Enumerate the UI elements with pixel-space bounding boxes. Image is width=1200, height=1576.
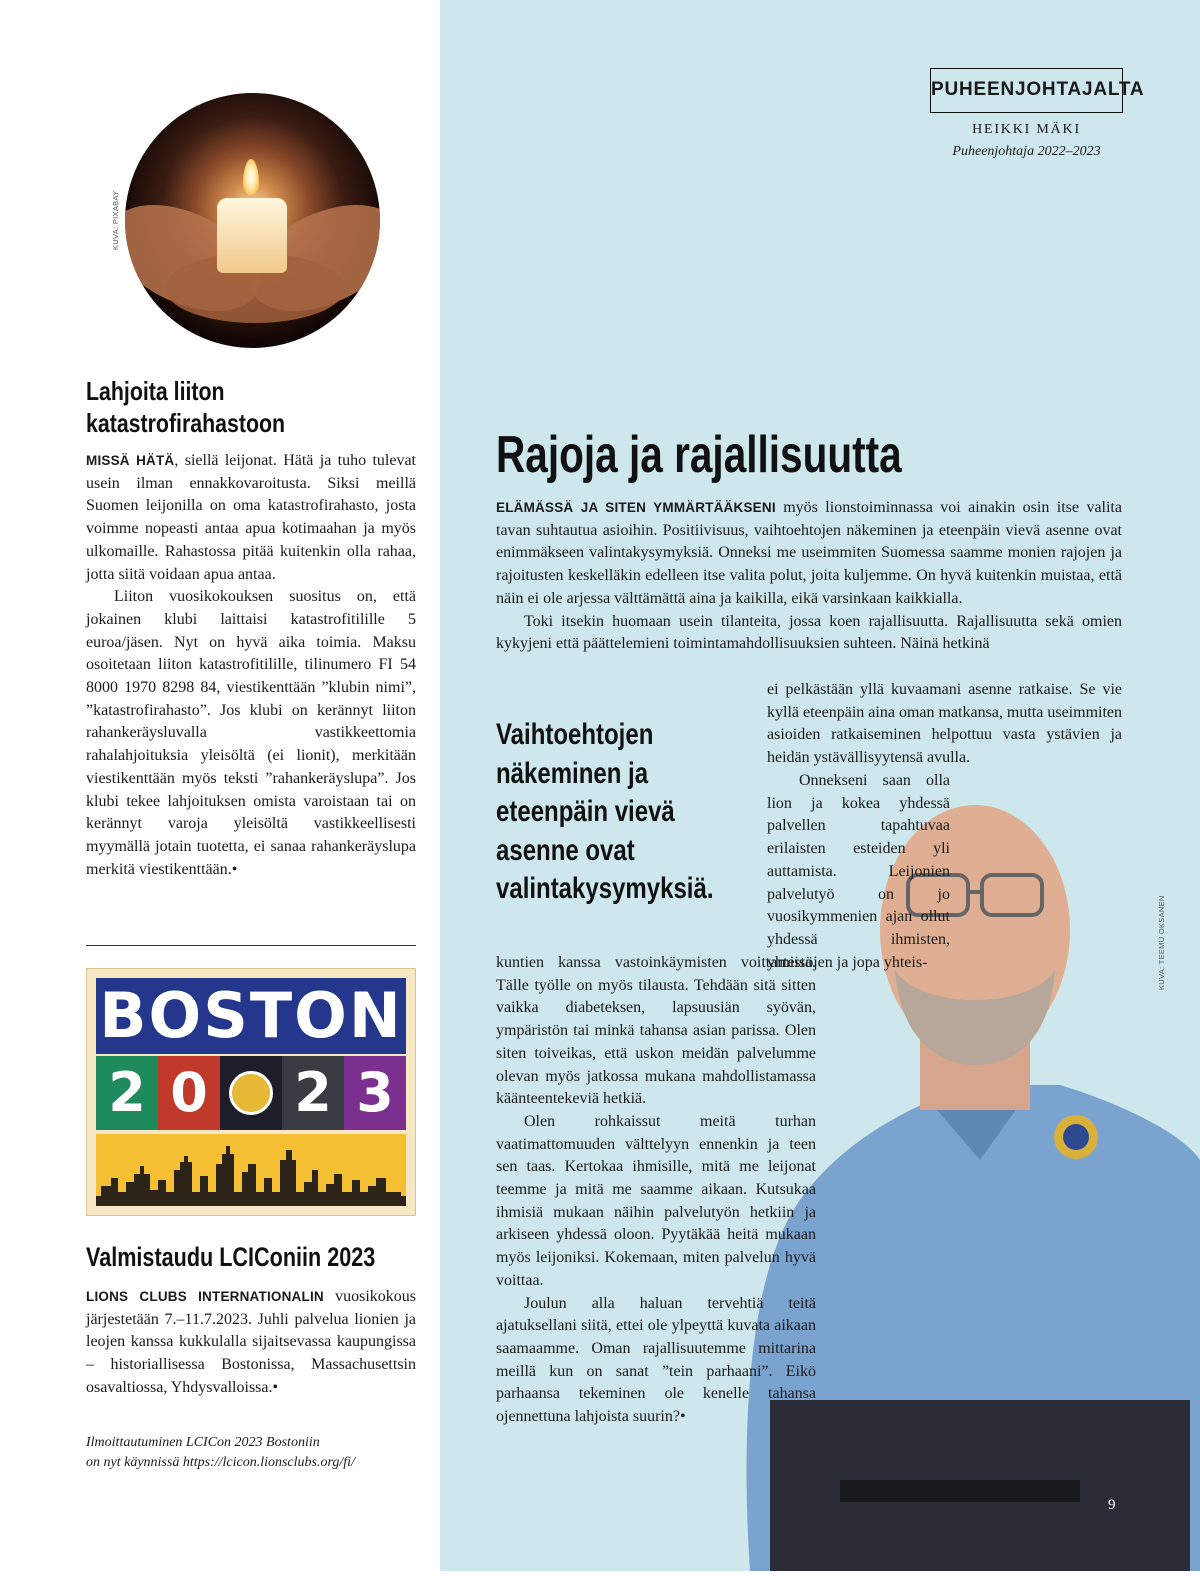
pull-quote: Vaihtoehtojen näkeminen ja eteenpäin vievä asenne ovat valintakysymyksiä. [496,718,714,905]
left-column [0,0,440,1571]
main-article-p3a: Onnekseni saan olla lion ja kokea yhdessä palvellen tapahtuvaa erilaisten esteiden yli auttamista. Leijonien palvelutyö on jo vuosikymmenien ajan ollut yhdessä ihmisten, yhteisöjen ja jopa yhteis- [767,772,950,971]
main-article-body-lower: kuntien kanssa vastoinkäymisten voittamista. Tälle työlle on myös tilausta. Tehdään sitä sitten vaikka diabeteksen, lapsuusiän syövän, ympäristön tai minkä tahansa asian parissa. Olen siten toiveikas, että uskon meidän palvelumme olevan myös jatkossa mukana mahdollistamassa käänteentekeviä hetkiä. Olen rohkaissut meitä turhan vaatimattomuuden välttelyyn ennenkin ja teen sen taas. Kertokaa ihmisille, mitä me leijonat teemme ja mitä me saamme aikaan. Kutsukaa ihmisiä mukaan näihin palvelutyön hetkiin ja arkiseen yhdessä oloon. Pyytäkää heitä mukaan myös leijoniksi. Kokemaan, miten palvelun hyvä voittaa. Joulun alla haluan tervehtiä teitä ajatuksellani siitä, ettei ole ylpeyttä kuvata aikaan saamaamme. Oman rajallisuutemme mittarina meillä kun on sanat ”tein parhaani”. Eikö parhaansa tekeminen ole kenelle tahansa ojennettuna lahjoista suurin?• [496,954,816,1426]
article-body-lcicon: LIONS CLUBS INTERNATIONALIN vuosikokous järjestetään 7.–11.7.2023. Juhli palvelua lionien ja leojen kanssa kukkulalla sijaitsevassa kaupungissa – historiallisessa Bostonissa, Massachusettsin osavaltiossa, Yhdysvalloissa.• [86,1288,416,1396]
logo-word: BOSTON [96,978,406,1054]
article-body-disaster-fund: MISSÄ HÄTÄ, siellä leijonat. Hätä ja tuho tulevat usein ilman ennakkovaroitusta. Siksi meillä Suomen leijonilla on oma katastrofirahasto, josta voimme nopeasti antaa apua kotimaahan ja myös ulkomaille. Rahastossa pitää kuitenkin olla rahaa, jotta siitä voidaan apua antaa. Liiton vuosikokouksen suositus on, että jokainen klubi laittaisi katastrofitilille 5 euroa/jäsen. Nyt on hyvä aika toimia. Maksu osoitetaan liiton katastrofitilille, tilinumero FI 54 8000 1970 8298 84, viestikenttään ”klubin nimi”, ”katastrofirahasto”. Jos klubi on kerännyt liiton rahankeräysluvalla vastikkeettomia rahalahjoituksia yleisöltä (ei lionit), merkitään viestikenttään myös teksti ”rahankeräyslupa”. Jos klubi tekee lahjoituksen omista varoistaan tai on kerännyt varoja yleisöltä vastikkeellisesti myymällä jotain tuotetta, ei sanaa rahankeräyslupa merkitä viestikenttään.• [86,452,416,878]
registration-caption: Ilmoittautuminen LCICon 2023 Bostoniin on nyt käynnissä https://lcicon.lionsclubs.org/fi/ [86,1435,355,1470]
author-name: HEIKKI MÄKI [972,122,1081,137]
page-number: 9 [1108,1497,1116,1513]
boston-skyline-icon [96,1134,406,1206]
article-title-lcicon: Valmistaudu LCIConiin 2023 [86,1242,376,1272]
photo-credit-pixabay: KUVA: PIXABAY [111,190,120,250]
main-article-intro: ELÄMÄSSÄ JA SITEN YMMÄRTÄÄKSENI myös lionstoiminnassa voi ainakin osin itse valita tavan suhtautua asioihin. Positiivisuus, vaihtoehtojen näkeminen ja eteenpäin vievä asenne ovat enimmäkseen valintakysymyksiä. Onneksi me useimmiten Suomessa saamme monien rajojen ja rajoitusten keskelläkin edelleen itse valita polut, joita kuljemme. On hyvä kuitenkin muistaa, että näin ei ole arjessa välttämättä aina ja kaikilla, eikä varsinkaan kaikkialla. Toki itsekin huomaan usein tilanteita, jossa koen rajallisuutta. Rajallisuutta sekä omien kykyjeni että päättelemieni toimintamahdollisuuksien suhteen. Näinä hetkinä [496,499,1122,653]
section-label: PUHEENJOHTAJALTA [930,68,1123,113]
author-role: Puheenjohtaja 2022–2023 [952,144,1101,159]
section-divider [86,945,416,946]
article-title-disaster-fund: Lahjoita liiton katastrofirahastoon [86,376,286,438]
lions-emblem-icon [220,1056,282,1130]
photo-credit-oksanen: KUVA: TEEMU OKSANEN [1157,895,1166,990]
main-article-p2-continued: ei pelkästään yllä kuvaamani asenne ratkaise. Se vie kyllä eteenpäin aina oman matkansa, mutta useimmiten asioiden ratkaiseminen helpottuu vasta ystävien ja heidän ystävällisyytensä avulla. [767,681,1122,767]
article-title-main: Rajoja ja rajallisuutta [496,426,902,484]
lcicon-boston-2023-logo: BOSTON 2 0 2 3 [86,968,416,1216]
candle-hands-photo [125,93,380,348]
